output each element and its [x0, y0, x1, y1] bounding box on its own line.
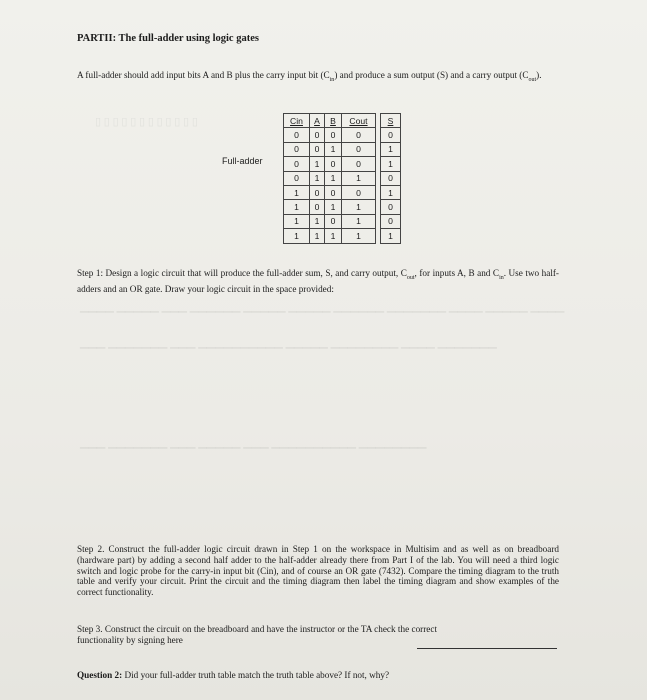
header-b: B	[325, 114, 342, 128]
step1-paragraph: Step 1: Design a logic circuit that will produce the full-adder sum, S, and carry output, $C_{out}$, for inputs A, B and $C_{in}$. Use two half-adders and an OR gate. Draw your logic circuit in the space provided:	[77, 268, 559, 295]
cell-s: 0	[381, 200, 401, 214]
truth-table-header	[284, 114, 401, 128]
cell-s: 0	[381, 128, 401, 142]
table-row	[284, 229, 401, 243]
signature-line[interactable]	[417, 648, 557, 649]
table-row	[284, 200, 401, 214]
cell-b: 1	[325, 142, 342, 156]
cell-cin: 0	[284, 171, 310, 185]
cell-b: 1	[325, 200, 342, 214]
cell-b: 0	[325, 157, 342, 171]
cell-b: 0	[325, 185, 342, 199]
header-cin: Cin	[284, 114, 310, 128]
cell-a: 0	[310, 185, 325, 199]
header-a: A	[310, 114, 325, 128]
cell-a: 1	[310, 171, 325, 185]
header-s: S	[381, 114, 401, 128]
cell-a: 0	[310, 200, 325, 214]
cell-cout: 0	[342, 157, 376, 171]
cell-a: 1	[310, 214, 325, 228]
cell-b: 0	[325, 214, 342, 228]
table-row	[284, 185, 401, 199]
table-row	[284, 157, 401, 171]
step3-paragraph: Step 3. Construct the circuit on the breadboard and have the instructor or the TA check the correct functionality by signing here	[77, 624, 437, 645]
cell-cout: 0	[342, 185, 376, 199]
cell-cin: 1	[284, 214, 310, 228]
question-text: Did your full-adder truth table match the truth table above? If not, why?	[122, 670, 390, 680]
intro-paragraph: A full-adder should add input bits A and B plus the carry input bit $(C_{in})$ and produce a sum output (S) and a carry output $(C_{out})$.	[77, 70, 542, 83]
cell-s: 1	[381, 142, 401, 156]
cell-a: 1	[310, 229, 325, 243]
cell-a: 0	[310, 142, 325, 156]
cell-cin: 1	[284, 229, 310, 243]
question-2	[77, 670, 559, 681]
cell-cin: 0	[284, 157, 310, 171]
cell-cout: 0	[342, 128, 376, 142]
cell-s: 1	[381, 157, 401, 171]
show-through-text: ▁▁▁ ▁▁▁▁▁▁▁ ▁▁▁ ▁▁▁▁▁ ▁▁▁ ▁▁▁▁▁▁▁▁▁▁ ▁▁▁▁▁▁▁▁	[80, 437, 427, 449]
header-cout: Cout	[342, 114, 376, 128]
cell-s: 1	[381, 185, 401, 199]
cell-cout: 1	[342, 171, 376, 185]
question-label: Question 2:	[77, 670, 123, 680]
cell-b: 1	[325, 229, 342, 243]
cell-cin: 1	[284, 200, 310, 214]
table-row	[284, 171, 401, 185]
cell-a: 1	[310, 157, 325, 171]
cell-b: 1	[325, 171, 342, 185]
part-title: PARTII: The full-adder using logic gates	[77, 33, 259, 44]
show-through-text: ▁▁▁▁ ▁▁▁▁▁ ▁▁▁ ▁▁▁▁▁▁ ▁▁▁▁▁ ▁▁▁▁▁ ▁▁▁▁▁▁ ▁▁▁▁▁▁▁ ▁▁▁▁ ▁▁▁▁▁ ▁▁▁▁	[80, 301, 565, 313]
cell-s: 0	[381, 171, 401, 185]
cell-cout: 1	[342, 200, 376, 214]
cell-cin: 1	[284, 185, 310, 199]
cell-cout: 1	[342, 229, 376, 243]
cell-b: 0	[325, 128, 342, 142]
cell-cout: 0	[342, 142, 376, 156]
table-row	[284, 128, 401, 142]
cell-cin: 0	[284, 142, 310, 156]
cell-cout: 1	[342, 214, 376, 228]
show-through-text: ▁▁▁ ▁▁▁▁▁▁▁ ▁▁▁ ▁▁▁▁▁▁▁▁▁▁ ▁▁▁▁▁ ▁▁▁▁▁▁▁▁ ▁▁▁▁ ▁▁▁▁▁▁▁	[80, 337, 497, 349]
table-row	[284, 142, 401, 156]
cell-cin: 0	[284, 128, 310, 142]
cell-a: 0	[310, 128, 325, 142]
show-through-text: ▯ ▯ ▯ ▯ ▯ ▯ ▯ ▯ ▯ ▯ ▯ ▯	[95, 116, 198, 128]
cell-s: 1	[381, 229, 401, 243]
full-adder-label: Full-adder	[222, 156, 263, 166]
step2-paragraph: Step 2. Construct the full-adder logic circuit drawn in Step 1 on the workspace in Multisim and as well as on breadboard (hardware part) by adding a second half adder to the half-adder already there from Part I of the lab. You will need a third logic switch and logic probe for the carry-in input bit (Cin), and of course an OR gate (7432). Compare the timing diagram to the truth table and verify your circuit. Print the circuit and the timing diagram then label the timing diagram and show examples of the correct functionality.	[77, 544, 559, 598]
cell-s: 0	[381, 214, 401, 228]
truth-table	[283, 113, 401, 244]
table-row	[284, 214, 401, 228]
